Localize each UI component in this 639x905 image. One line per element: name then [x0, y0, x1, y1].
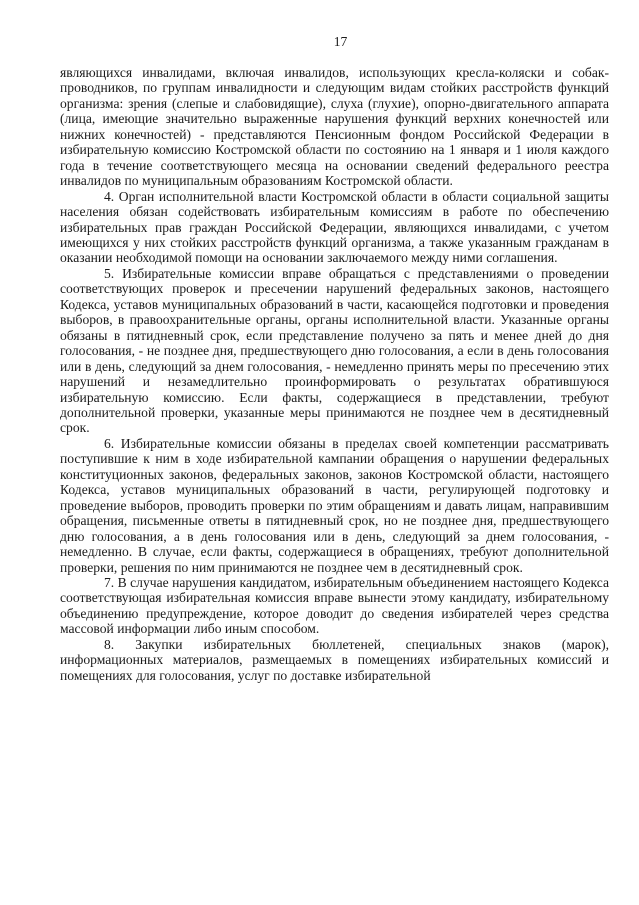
paragraph-item-7: 7. В случае нарушения кандидатом, избирательным объединением настоящего Кодекса соответствующая избирательная комиссия вправе вынести этому кандидату, избирательному объединению предупреждение, которое доводит до сведения избирателей через средства массовой информации либо иным способом. [60, 574, 609, 637]
paragraph-item-8: 8. Закупки избирательных бюллетеней, специальных знаков (марок), информационных материалов, размещаемых в помещениях избирательных комиссий и помещениях для голосования, услуг по доставке избирательной [60, 636, 609, 683]
paragraph-item-4: 4. Орган исполнительной власти Костромской области в области социальной защиты населения обязан содействовать избирательным комиссиям в работе по обеспечению избирательных прав граждан Российской Федерации, являющихся инвалидами, с учетом имеющихся у них стойких расстройств функций организма, а также указанным гражданам в оказании необходимой помощи на основании заключаемого между ними соглашения. [60, 188, 609, 266]
paragraph-item-5: 5. Избирательные комиссии вправе обращаться с представлениями о проведении соответствующих проверок и пресечении нарушений федеральных законов, настоящего Кодекса, уставов муниципальных образований в части, касающейся подготовки и проведения выборов, в правоохранительные органы, органы исполнительной власти. Указанные органы обязаны в пятидневный срок, если представление получено за пять и менее дней до дня голосования, - не позднее дня, предшествующего дню голосования, а если в день голосования или в день, следующий за днем голосования, - немедленно принять меры по пресечению этих нарушений и незамедлительно проинформировать о результатах обратившуюся избирательную комиссию. Если факты, содержащиеся в представлении, требуют дополнительной проверки, указанные меры принимаются не позднее чем в десятидневный срок. [60, 265, 609, 436]
page-number: 17 [333, 34, 348, 49]
paragraph-continuation: являющихся инвалидами, включая инвалидов, использующих кресла-коляски и собак-проводников, по группам инвалидности и следующим видам стойких расстройств функций организма: зрения (слепые и слабовидящие), слуха (глухие), опорно-двигательного аппарата (лица, имеющие значительно выраженные нарушения функций верхних конечностей или нижних конечностей) - представляются Пенсионным фондом Российской Федерации в избирательную комиссию Костромской области по состоянию на 1 января и 1 июля каждого года в течение соответствующего месяца на основании сведений федерального реестра инвалидов по муниципальным образованиям Костромской области. [60, 65, 609, 189]
paragraph-item-6: 6. Избирательные комиссии обязаны в пределах своей компетенции рассматривать поступившие к ним в ходе избирательной кампании обращения о нарушении федеральных конституционных законов, федеральных законов, законов Костромской области, настоящего Кодекса, уставов муниципальных образований в части, регулирующей подготовку и проведение выборов, проводить проверки по этим обращениям и давать лицам, направившим обращения, письменные ответы в пятидневный срок, но не позднее дня, предшествующего дню голосования, а в день голосования или в день, следующий за днем голосования, - немедленно. В случае, если факты, содержащиеся в обращениях, требуют дополнительной проверки, решения по ним принимаются не позднее чем в десятидневный срок. [60, 435, 609, 575]
